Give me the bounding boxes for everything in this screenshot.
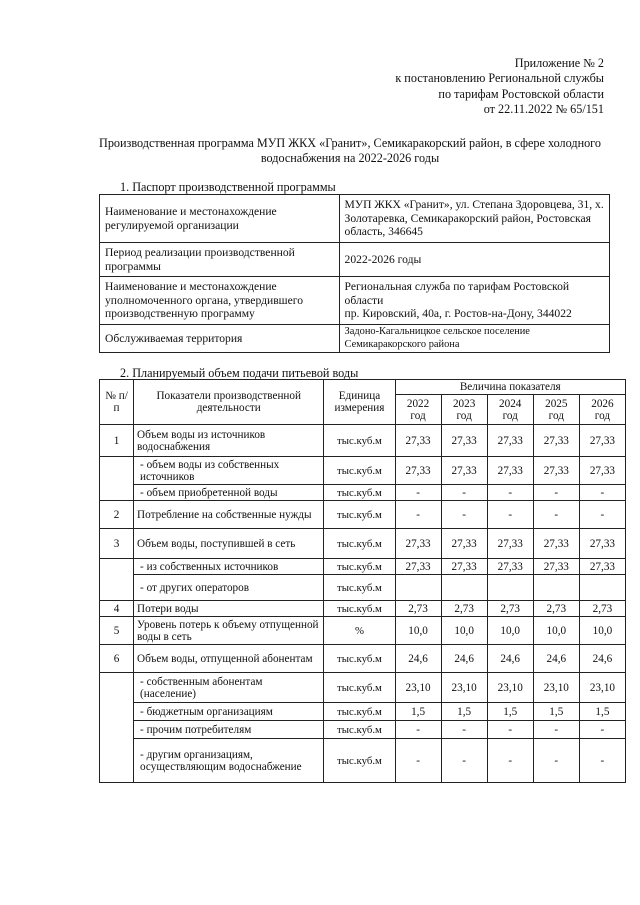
passport-label: Наименование и местонахождение уполномоченного органа, утвердившего производственную программу [100, 277, 340, 325]
row-number: 2 [100, 501, 134, 529]
table-row [100, 501, 626, 529]
appendix-header [395, 56, 604, 118]
unit-cell: тыс.куб.м [324, 739, 395, 783]
passport-label: Период реализации производственной программы [100, 243, 340, 277]
table-row [100, 575, 626, 601]
indicator-cell: - объем приобретенной воды [134, 485, 324, 501]
value-cell: 27,33 [395, 529, 441, 559]
value-cell: - [579, 739, 625, 783]
row-number: 1 [100, 425, 134, 457]
value-cell: - [487, 739, 533, 783]
passport-value [339, 277, 609, 325]
passport-value: МУП ЖКХ «Гранит», ул. Степана Здоровцева, 31, х. Золотаревка, Семикаракорский район, Ростовская область, 346645 [339, 195, 609, 243]
indicator-cell: Потери воды [134, 601, 324, 617]
row-number: 4 [100, 601, 134, 617]
value-cell: 2,73 [441, 601, 487, 617]
value-cell: 24,6 [395, 645, 441, 673]
passport-row [100, 277, 610, 325]
table-row [100, 601, 626, 617]
value-cell: 1,5 [487, 703, 533, 721]
col-header-number: № п/п [100, 380, 134, 425]
passport-table [99, 194, 610, 353]
col-header-year: 2023 год [441, 395, 487, 425]
volume-heading: 2. Планируемый объем подачи питьевой воды [120, 366, 359, 380]
unit-cell: тыс.куб.м [324, 425, 395, 457]
table-row [100, 673, 626, 703]
indicator-cell: - прочим потребителям [134, 721, 324, 739]
value-cell: 27,33 [533, 529, 579, 559]
value-cell: - [533, 485, 579, 501]
unit-cell: тыс.куб.м [324, 575, 395, 601]
unit-cell: тыс.куб.м [324, 601, 395, 617]
col-header-unit: Единица измерения [324, 380, 395, 425]
value-cell: - [441, 739, 487, 783]
value-cell: - [579, 485, 625, 501]
col-header-year: 2022 год [395, 395, 441, 425]
value-cell: - [487, 721, 533, 739]
value-cell: - [579, 501, 625, 529]
value-cell: 27,33 [487, 559, 533, 575]
value-cell: 10,0 [441, 617, 487, 645]
unit-cell: тыс.куб.м [324, 501, 395, 529]
value-cell: - [395, 501, 441, 529]
value-cell: - [441, 501, 487, 529]
value-cell: 2,73 [487, 601, 533, 617]
unit-cell: тыс.куб.м [324, 645, 395, 673]
value-cell: 23,10 [533, 673, 579, 703]
appendix-line: от 22.11.2022 № 65/151 [483, 102, 604, 117]
value-cell [395, 575, 441, 601]
value-cell: 24,6 [579, 645, 625, 673]
value-cell: 1,5 [395, 703, 441, 721]
value-cell: - [579, 721, 625, 739]
passport-row [100, 243, 610, 277]
passport-heading: 1. Паспорт производственной программы [120, 180, 336, 194]
table-row [100, 703, 626, 721]
value-cell: - [487, 485, 533, 501]
indicator-cell: Потребление на собственные нужды [134, 501, 324, 529]
value-cell: - [395, 485, 441, 501]
value-cell: 23,10 [487, 673, 533, 703]
col-header-year: 2024 год [487, 395, 533, 425]
table-row [100, 485, 626, 501]
unit-cell: тыс.куб.м [324, 721, 395, 739]
table-row [100, 425, 626, 457]
value-cell: - [395, 739, 441, 783]
unit-cell: тыс.куб.м [324, 485, 395, 501]
value-cell: 1,5 [441, 703, 487, 721]
unit-cell: тыс.куб.м [324, 559, 395, 575]
row-number-merged [100, 457, 134, 501]
value-cell: 27,33 [579, 529, 625, 559]
value-cell: - [487, 501, 533, 529]
value-cell: 1,5 [579, 703, 625, 721]
col-header-year: 2026 год [579, 395, 625, 425]
value-cell: 24,6 [533, 645, 579, 673]
indicator-cell: - объем воды из собственных источников [134, 457, 324, 485]
table-row [100, 721, 626, 739]
value-cell: 27,33 [395, 559, 441, 575]
value-cell: 27,33 [533, 425, 579, 457]
water-volume-table [99, 379, 626, 783]
value-cell: 27,33 [487, 457, 533, 485]
row-number-merged [100, 673, 134, 783]
value-cell: 27,33 [441, 457, 487, 485]
value-cell: 27,33 [395, 425, 441, 457]
value-cell: - [533, 721, 579, 739]
indicator-cell: - от других операторов [134, 575, 324, 601]
value-cell: 24,6 [487, 645, 533, 673]
value-cell: 27,33 [487, 425, 533, 457]
value-cell: 27,33 [533, 457, 579, 485]
value-cell: 27,33 [579, 559, 625, 575]
unit-cell: тыс.куб.м [324, 457, 395, 485]
value-cell: - [395, 721, 441, 739]
passport-row [100, 325, 610, 353]
col-header-indicator: Показатели производственной деятельности [134, 380, 324, 425]
value-cell [487, 575, 533, 601]
table-row [100, 529, 626, 559]
row-number: 6 [100, 645, 134, 673]
value-cell: 27,33 [533, 559, 579, 575]
appendix-line: Приложение № 2 [514, 56, 604, 70]
value-cell: 27,33 [487, 529, 533, 559]
value-cell: 27,33 [579, 457, 625, 485]
value-cell: 10,0 [579, 617, 625, 645]
table-row [100, 739, 626, 783]
indicator-cell: Объем воды, отпущенной абонентам [134, 645, 324, 673]
value-cell: 27,33 [441, 529, 487, 559]
value-cell: - [441, 721, 487, 739]
indicator-cell: Объем воды, поступившей в сеть [134, 529, 324, 559]
value-cell: - [533, 501, 579, 529]
passport-value: 2022-2026 годы [339, 243, 609, 277]
appendix-line: к постановлению Региональной службы [395, 71, 604, 86]
value-cell: 27,33 [441, 559, 487, 575]
value-cell: - [533, 739, 579, 783]
passport-label: Обслуживаемая территория [100, 325, 340, 353]
passport-label: Наименование и местонахождение регулируемой организации [100, 195, 340, 243]
row-number-merged [100, 559, 134, 601]
indicator-cell: - бюджетным организациям [134, 703, 324, 721]
unit-cell: % [324, 617, 395, 645]
value-cell: 10,0 [395, 617, 441, 645]
table-row [100, 617, 626, 645]
value-cell: 27,33 [395, 457, 441, 485]
value-cell: 23,10 [579, 673, 625, 703]
document-title: Производственная программа МУП ЖКХ «Гранит», Семикаракорский район, в сфере холодного водоснабжения на 2022-2026 годы [99, 136, 601, 165]
value-cell: 2,73 [533, 601, 579, 617]
table-row [100, 559, 626, 575]
indicator-cell: - собственным абонентам (население) [134, 673, 324, 703]
value-cell: 27,33 [441, 425, 487, 457]
value-cell [579, 575, 625, 601]
volume-table-body [100, 425, 626, 783]
table-row [100, 645, 626, 673]
indicator-cell: - другим организациям, осуществляющим водоснабжение [134, 739, 324, 783]
value-cell: 1,5 [533, 703, 579, 721]
passport-value-line: Региональная служба по тарифам Ростовской области [344, 280, 570, 307]
value-cell: 27,33 [579, 425, 625, 457]
indicator-cell: Объем воды из источников водоснабжения [134, 425, 324, 457]
value-cell: 10,0 [487, 617, 533, 645]
indicator-cell: Уровень потерь к объему отпущенной воды в сеть [134, 617, 324, 645]
value-cell: - [441, 485, 487, 501]
passport-value-line: пр. Кировский, 40а, г. Ростов-на-Дону, 344022 [344, 307, 572, 321]
unit-cell: тыс.куб.м [324, 673, 395, 703]
value-cell: 2,73 [579, 601, 625, 617]
unit-cell: тыс.куб.м [324, 529, 395, 559]
indicator-cell: - из собственных источников [134, 559, 324, 575]
unit-cell: тыс.куб.м [324, 703, 395, 721]
passport-row [100, 195, 610, 243]
col-header-year: 2025 год [533, 395, 579, 425]
table-row [100, 457, 626, 485]
passport-value: Задоно-Кагальницкое сельское поселение Семикаракорского района [339, 325, 609, 353]
value-cell: 2,73 [395, 601, 441, 617]
col-header-value: Величина показателя [395, 380, 625, 395]
value-cell: 23,10 [395, 673, 441, 703]
appendix-line: по тарифам Ростовской области [438, 86, 604, 101]
value-cell [533, 575, 579, 601]
row-number: 3 [100, 529, 134, 559]
header-row [100, 380, 626, 395]
row-number: 5 [100, 617, 134, 645]
value-cell: 10,0 [533, 617, 579, 645]
value-cell: 24,6 [441, 645, 487, 673]
value-cell: 23,10 [441, 673, 487, 703]
value-cell [441, 575, 487, 601]
